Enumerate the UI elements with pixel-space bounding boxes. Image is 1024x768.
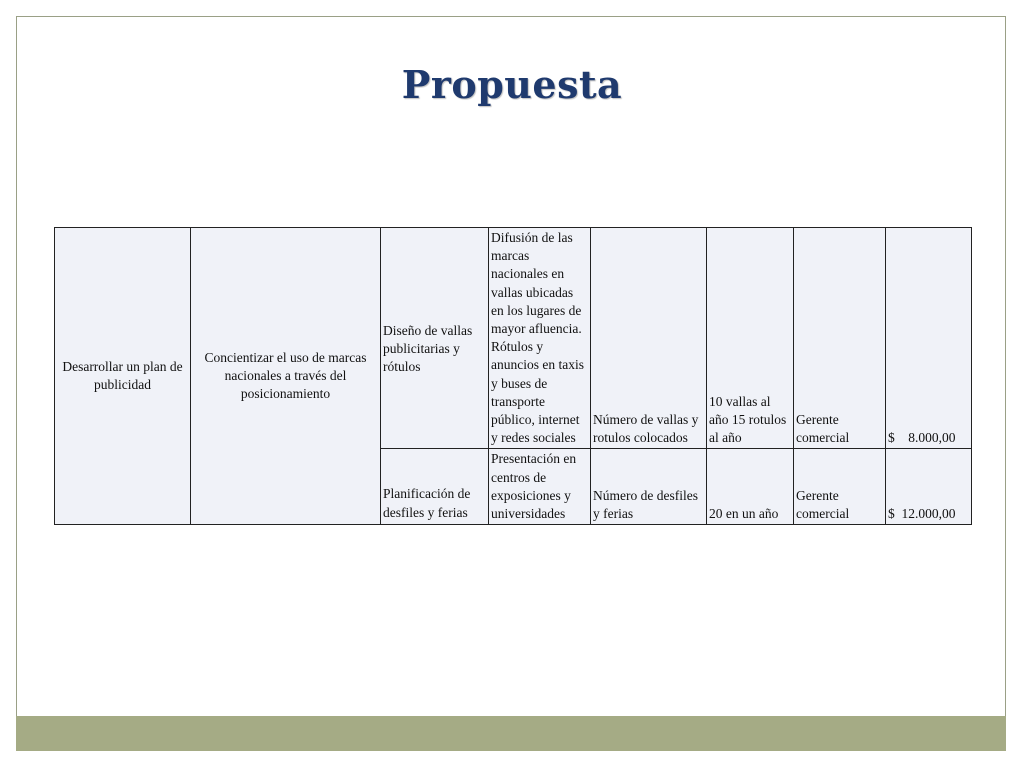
- strategy-cell: Concientizar el uso de marcas nacionales a través del posicionamiento: [191, 228, 381, 525]
- responsible-cell: Gerente comercial: [794, 228, 886, 449]
- goal-cell: 20 en un año: [707, 449, 794, 525]
- table-row: [55, 228, 972, 449]
- tactic-cell: Planificación de desfiles y ferias: [381, 449, 489, 525]
- goal-cell: 10 vallas al año 15 rotulos al año: [707, 228, 794, 449]
- footer-bar: [16, 716, 1006, 751]
- indicator-cell: Número de vallas y rotulos colocados: [591, 228, 707, 449]
- cost-cell: $ 12.000,00: [886, 449, 972, 525]
- description-cell: Difusión de las marcas nacionales en vallas ubicadas en los lugares de mayor afluencia. Rótulos y anuncios en taxis y buses de transporte público, internet y redes sociales: [489, 228, 591, 449]
- responsible-cell: Gerente comercial: [794, 449, 886, 525]
- plan-table: [54, 227, 972, 525]
- cost-cell: $ 8.000,00: [886, 228, 972, 449]
- slide-title: Propuesta: [401, 62, 623, 107]
- indicator-cell: Número de desfiles y ferias: [591, 449, 707, 525]
- description-cell: Presentación en centros de exposiciones y universidades: [489, 449, 591, 525]
- objective-cell: Desarrollar un plan de publicidad: [55, 228, 191, 525]
- tactic-cell: Diseño de vallas publicitarias y rótulos: [381, 228, 489, 449]
